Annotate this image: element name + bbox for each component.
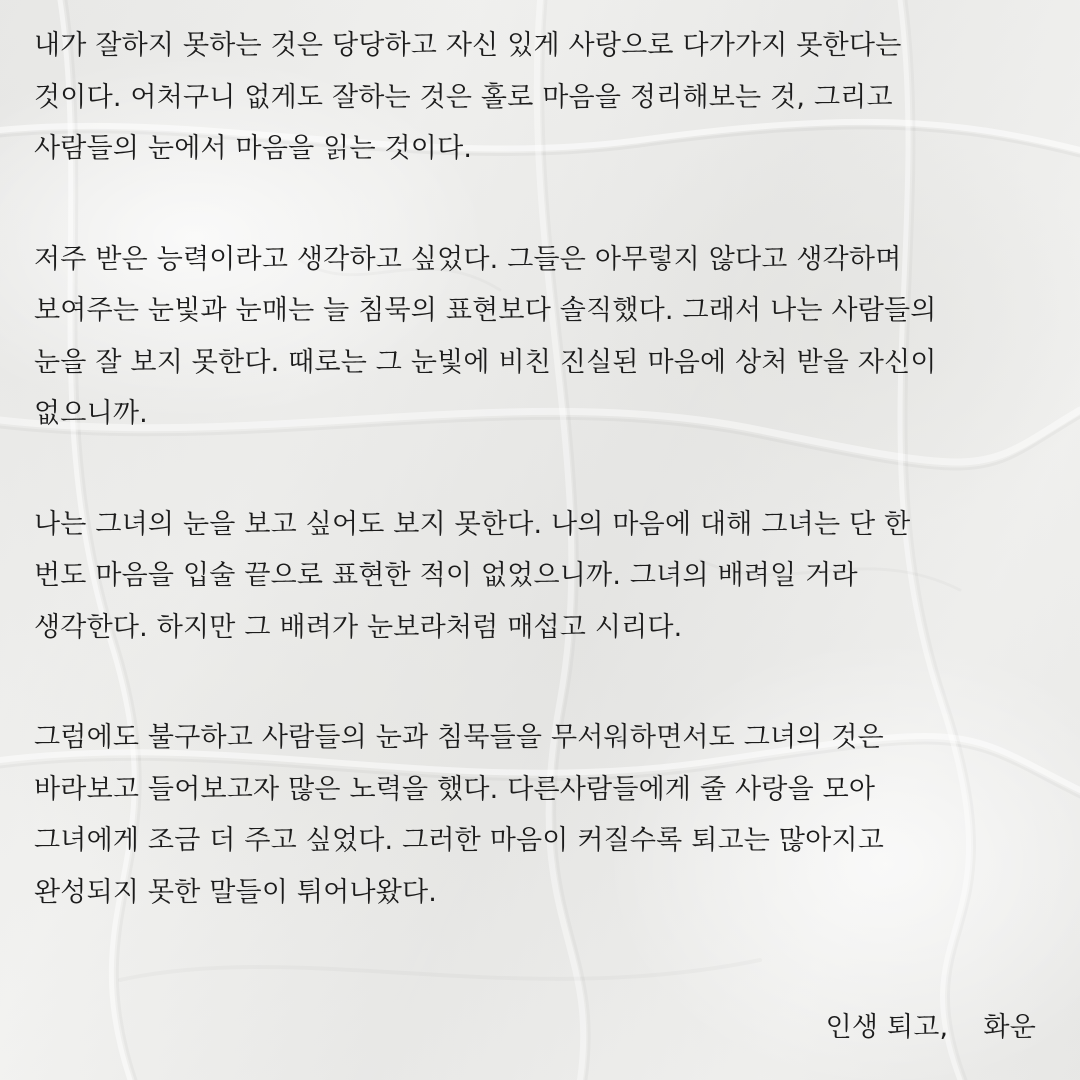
paragraph-1 (34, 20, 1044, 175)
paragraph-3 (34, 499, 1044, 654)
text-line: 내가 잘하지 못하는 것은 당당하고 자신 있게 사랑으로 다가가지 못한다는 (34, 30, 902, 61)
text-line: 바라보고 들어보고자 많은 노력을 했다. 다른사람들에게 줄 사랑을 모아 (34, 773, 876, 805)
text-line: 생각한다. 하지만 그 배려가 눈보라처럼 매섭고 시리다. (34, 611, 683, 643)
paragraph-4 (34, 712, 1044, 918)
text-line: 보여주는 눈빛과 눈매는 늘 침묵의 표현보다 솔직했다. 그래서 나는 사람들의 (34, 295, 937, 326)
text-line: 그녀에게 조금 더 주고 싶었다. 그러한 마음이 커질수록 퇴고는 많아지고 (34, 825, 885, 856)
text-line: 번도 마음을 입술 끝으로 표현한 적이 없었으니까. 그녀의 배려일 거라 (34, 560, 858, 591)
text-line: 것이다. 어처구니 없게도 잘하는 것은 홀로 마음을 정리해보는 것, 그리고 (34, 81, 893, 113)
text-line: 완성되지 못한 말들이 튀어나왔다. (34, 876, 438, 908)
text-line: 없으니까. (34, 398, 148, 429)
text-line: 나는 그녀의 눈을 보고 싶어도 보지 못한다. 나의 마음에 대해 그녀는 단 한 (34, 508, 911, 540)
text-line: 저주 받은 능력이라고 생각하고 싶었다. 그들은 아무렇지 않다고 생각하며 (34, 243, 902, 275)
paragraph-2 (34, 234, 1044, 440)
text-line: 사람들의 눈에서 마음을 읽는 것이다. (34, 133, 473, 164)
text-line: 그럼에도 불구하고 사람들의 눈과 침묵들을 무서워하면서도 그녀의 것은 (34, 722, 884, 753)
essay-body (34, 20, 1044, 977)
text-line: 눈을 잘 보지 못한다. 때로는 그 눈빛에 비친 진실된 마음에 상처 받을 자신이 (34, 346, 937, 378)
signature: 인생 퇴고, 화운 (825, 1012, 1036, 1043)
